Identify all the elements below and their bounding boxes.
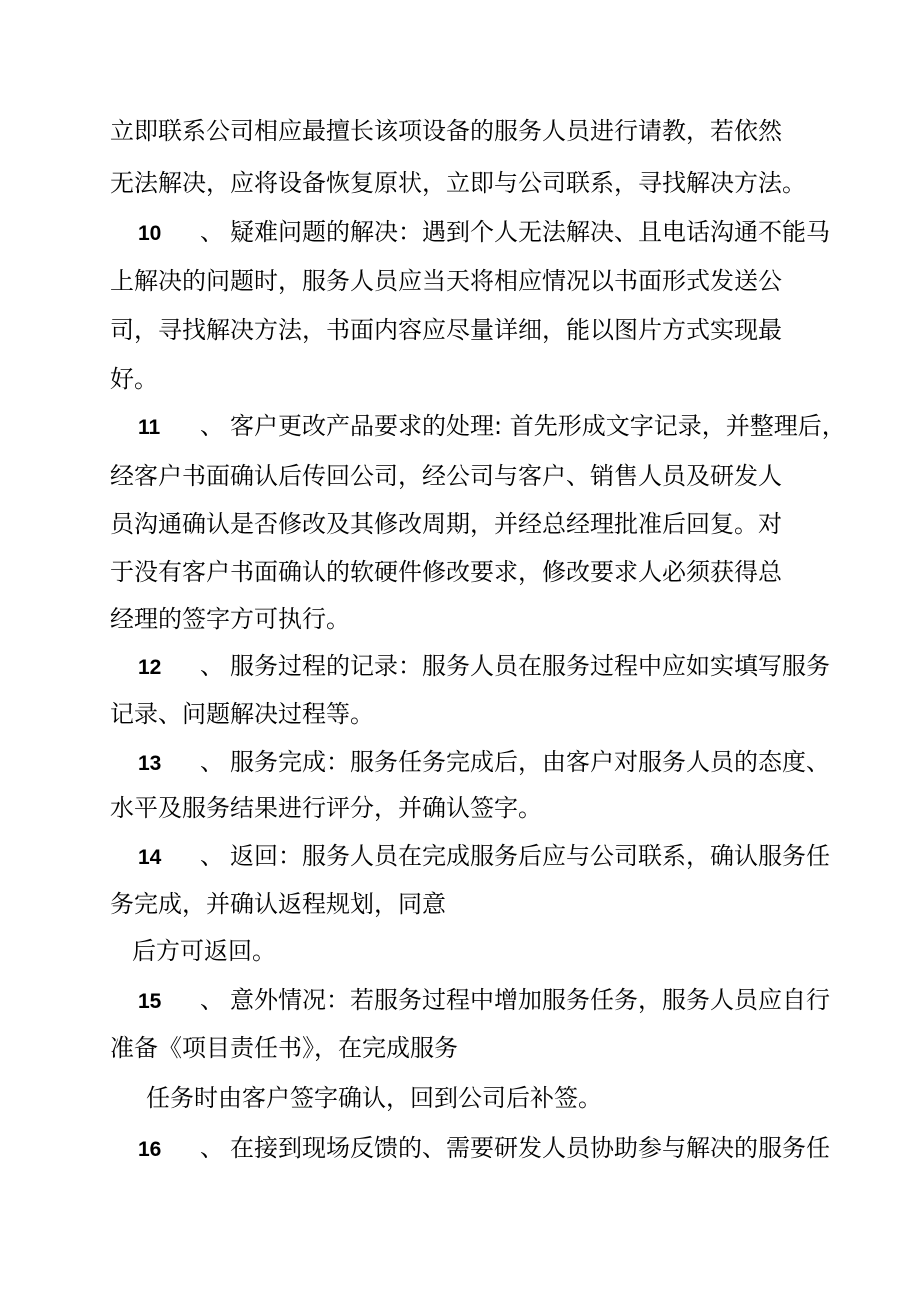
item-11-heading xyxy=(138,409,920,445)
item-16-heading xyxy=(138,1131,920,1167)
item-12-line-2: 记录、问题解决过程等。 xyxy=(110,700,374,728)
item-number: 12 xyxy=(138,656,162,679)
item-15-line-3: 任务时由客户签字确认，回到公司后补签。 xyxy=(146,1084,602,1112)
item-10-line-3: 司，寻找解决方法，书面内容应尽量详细，能以图片方式实现最 xyxy=(110,316,782,344)
item-number: 16 xyxy=(138,1138,162,1161)
item-separator: 、 xyxy=(200,218,224,246)
item-11-line-4: 于没有客户书面确认的软硬件修改要求，修改要求人必须获得总 xyxy=(110,558,782,586)
item-separator: 、 xyxy=(200,412,224,440)
item-text: 服务过程的记录：服务人员在服务过程中应如实填写服务 xyxy=(230,652,830,680)
item-text: 疑难问题的解决：遇到个人无法解决、且电话沟通不能马 xyxy=(230,218,830,246)
item-15-heading xyxy=(138,983,920,1019)
item-number: 15 xyxy=(138,990,162,1013)
item-14-heading xyxy=(138,839,920,875)
intro-line-1: 立即联系公司相应最擅长该项设备的服务人员进行请教，若依然 xyxy=(110,117,782,145)
item-14-line-2: 务完成，并确认返程规划，同意 xyxy=(110,890,446,918)
item-number: 13 xyxy=(138,752,162,775)
item-number: 10 xyxy=(138,222,162,245)
item-14-line-3: 后方可返回。 xyxy=(132,937,276,965)
item-15-line-2: 准备《项目责任书》，在完成服务 xyxy=(110,1034,458,1062)
item-10-line-4: 好。 xyxy=(110,365,158,393)
item-13-heading xyxy=(138,745,920,781)
item-separator: 、 xyxy=(200,652,224,680)
item-number: 14 xyxy=(138,846,162,869)
item-separator: 、 xyxy=(200,842,224,870)
item-separator: 、 xyxy=(200,748,224,776)
item-text: 服务完成：服务任务完成后，由客户对服务人员的态度、 xyxy=(230,748,830,776)
item-separator: 、 xyxy=(200,1134,224,1162)
item-text: 客户更改产品要求的处理: 首先形成文字记录，并整理后， xyxy=(230,412,846,440)
item-text: 在接到现场反馈的、需要研发人员协助参与解决的服务任 xyxy=(230,1134,830,1162)
item-text: 意外情况：若服务过程中增加服务任务，服务人员应自行 xyxy=(230,986,830,1014)
item-separator: 、 xyxy=(200,986,224,1014)
item-10-heading xyxy=(138,215,920,251)
item-11-line-5: 经理的签字方可执行。 xyxy=(110,605,350,633)
item-11-line-3: 员沟通确认是否修改及其修改周期，并经总经理批准后回复。对 xyxy=(110,510,782,538)
item-13-line-2: 水平及服务结果进行评分，并确认签字。 xyxy=(110,794,542,822)
item-12-heading xyxy=(138,649,920,685)
item-10-line-2: 上解决的问题时，服务人员应当天将相应情况以书面形式发送公 xyxy=(110,267,782,295)
item-11-line-2: 经客户书面确认后传回公司，经公司与客户、销售人员及研发人 xyxy=(110,462,782,490)
item-text: 返回：服务人员在完成服务后应与公司联系，确认服务任 xyxy=(230,842,830,870)
item-number: 11 xyxy=(138,416,161,439)
intro-line-2: 无法解决，应将设备恢复原状，立即与公司联系，寻找解决方法。 xyxy=(110,169,806,197)
